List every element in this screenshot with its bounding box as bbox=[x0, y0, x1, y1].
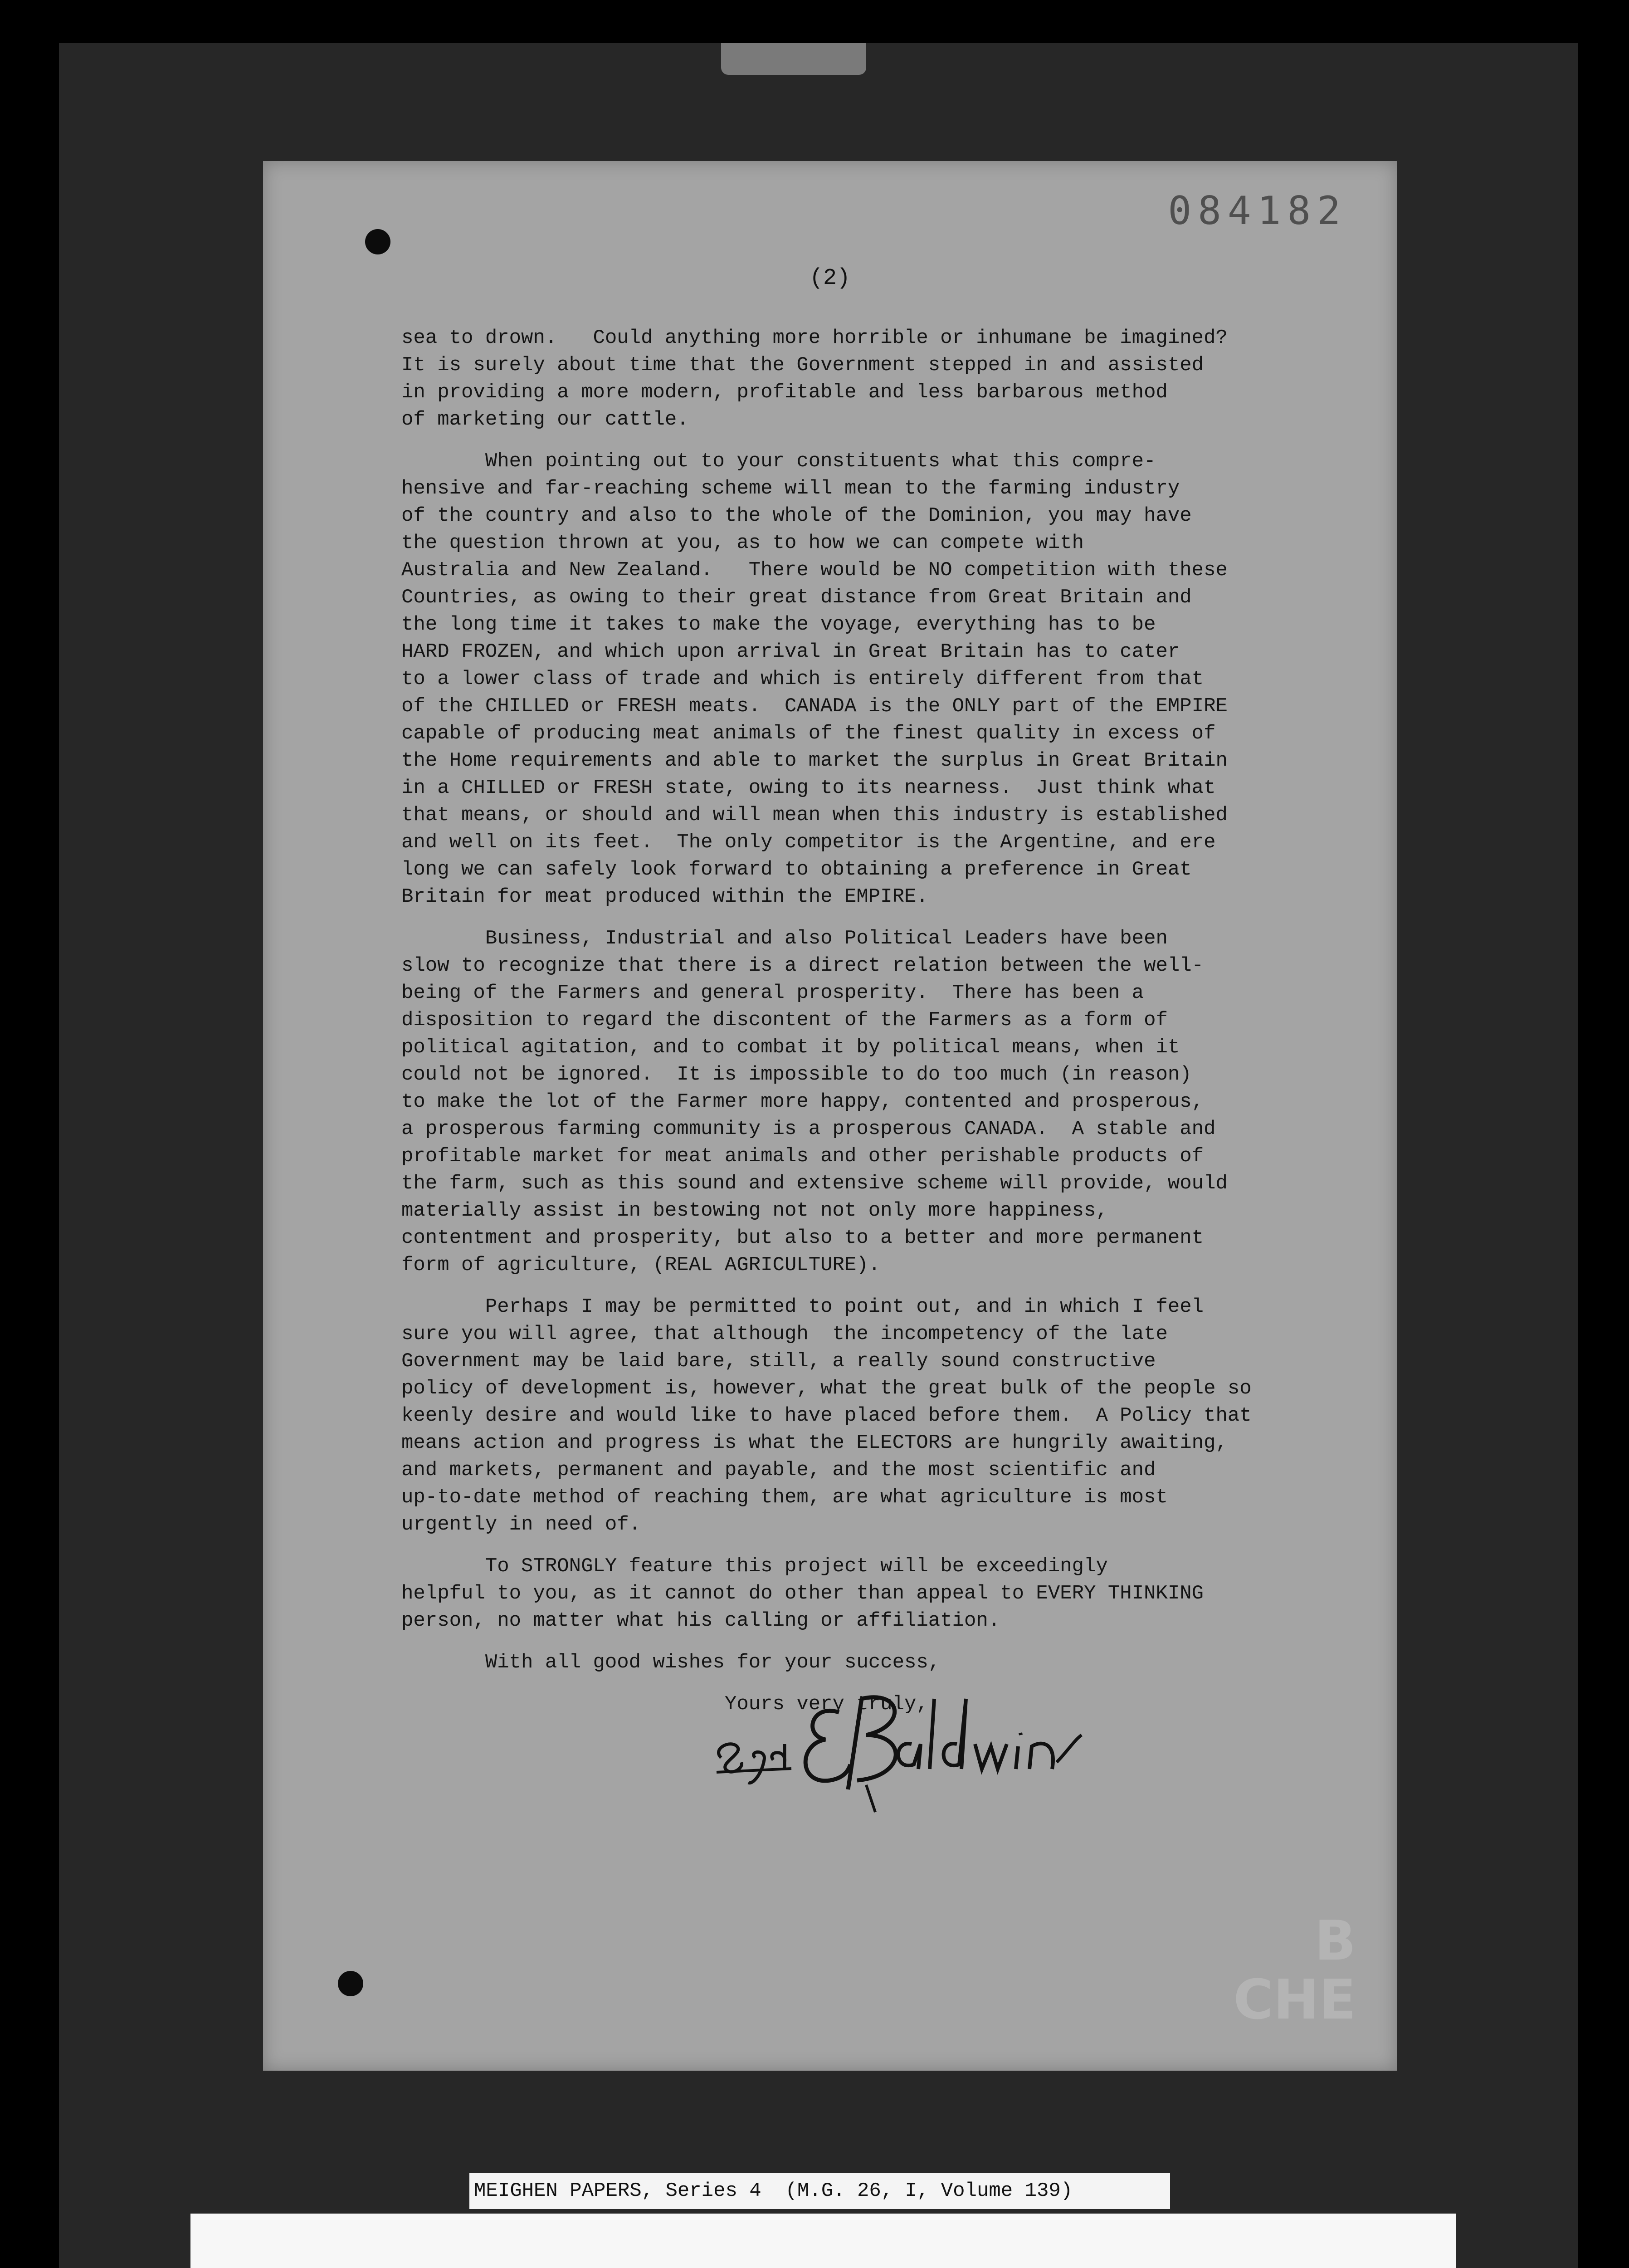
letter-line: Countries, as owing to their great distance from Great Britain and bbox=[401, 586, 1192, 609]
letter-line: form of agriculture, (REAL AGRICULTURE). bbox=[401, 1254, 881, 1276]
punch-hole-bottom bbox=[338, 1971, 363, 1996]
letter-line: Britain for meat produced within the EMPIRE. bbox=[401, 885, 928, 908]
letter-line: helpful to you, as it cannot do other than appeal to EVERY THINKING bbox=[401, 1582, 1204, 1605]
letter-line: and markets, permanent and payable, and the most scientific and bbox=[401, 1459, 1156, 1481]
letter-line: of the CHILLED or FRESH meats. CANADA is the ONLY part of the EMPIRE bbox=[401, 695, 1228, 718]
letter-line: keenly desire and would like to have placed before them. A Policy that bbox=[401, 1404, 1252, 1427]
letter-line: to a lower class of trade and which is entirely different from that bbox=[401, 668, 1204, 690]
paragraph-gap bbox=[401, 1634, 1376, 1649]
reference-strip: MEIGHEN PAPERS, Series 4 (M.G. 26, I, Volume 139) bbox=[469, 2173, 1170, 2209]
archives-label-card bbox=[190, 2214, 1456, 2268]
letter-line: the question thrown at you, as to how we can compete with bbox=[401, 532, 1084, 554]
paragraph-gap bbox=[401, 433, 1376, 448]
letter-line: of the country and also to the whole of the Dominion, you may have bbox=[401, 504, 1192, 527]
letter-line: in a CHILLED or FRESH state, owing to its nearness. Just think what bbox=[401, 777, 1216, 799]
letter-line: Australia and New Zealand. There would be NO competition with these bbox=[401, 559, 1228, 582]
letter-line: Perhaps I may be permitted to point out, and in which I feel bbox=[401, 1295, 1204, 1318]
letter-line: sea to drown. Could anything more horrible or inhumane be imagined? bbox=[401, 327, 1228, 349]
letter-line: means action and progress is what the ELECTORS are hungrily awaiting, bbox=[401, 1432, 1228, 1454]
letter-line: sure you will agree, that although the incompetency of the late bbox=[401, 1323, 1168, 1345]
letter-line: political agitation, and to combat it by political means, when it bbox=[401, 1036, 1180, 1059]
letter-line: could not be ignored. It is impossible to do too much (in reason) bbox=[401, 1063, 1192, 1086]
letter-line: Yours very truly, bbox=[401, 1693, 928, 1716]
letter-line: It is surely about time that the Government stepped in and assisted bbox=[401, 354, 1204, 376]
letter-line: a prosperous farming community is a prosperous CANADA. A stable and bbox=[401, 1118, 1216, 1140]
letter-line: disposition to regard the discontent of the Farmers as a form of bbox=[401, 1009, 1168, 1031]
letter-line: To STRONGLY feature this project will be exceedingly bbox=[401, 1555, 1108, 1578]
letter-line: to make the lot of the Farmer more happy, contented and prosperous, bbox=[401, 1090, 1204, 1113]
letter-line: When pointing out to your constituents what this compre- bbox=[401, 450, 1156, 473]
letter-line: policy of development is, however, what the great bulk of the people so bbox=[401, 1377, 1252, 1400]
signature-image bbox=[712, 1672, 1084, 1817]
letter-line: hensive and far-reaching scheme will mean to the farming industry bbox=[401, 477, 1180, 500]
letter-line: the Home requirements and able to market the surplus in Great Britain bbox=[401, 749, 1228, 772]
letter-line: With all good wishes for your success, bbox=[401, 1651, 941, 1674]
letter-page bbox=[263, 161, 1397, 2071]
punch-hole-top bbox=[365, 229, 390, 254]
paragraph-gap bbox=[401, 910, 1376, 925]
page-number: (2) bbox=[809, 265, 850, 291]
letter-line: capable of producing meat animals of the finest quality in excess of bbox=[401, 722, 1216, 745]
letter-line: the long time it takes to make the voyage, everything has to be bbox=[401, 613, 1156, 636]
letter-line: in providing a more modern, profitable and less barbarous method bbox=[401, 381, 1168, 404]
letter-line: long we can safely look forward to obtaining a preference in Great bbox=[401, 858, 1192, 881]
paper-clip bbox=[721, 43, 866, 75]
letter-line: Government may be laid bare, still, a really sound constructive bbox=[401, 1350, 1156, 1373]
letter-line: urgently in need of. bbox=[401, 1513, 641, 1536]
letter-line: the farm, such as this sound and extensive scheme will provide, would bbox=[401, 1172, 1228, 1195]
letter-line: person, no matter what his calling or affiliation. bbox=[401, 1609, 1000, 1632]
watermark: B CHE bbox=[1233, 1910, 1356, 2032]
document-number: 084182 bbox=[1168, 188, 1347, 234]
letter-line: slow to recognize that there is a direct relation between the well- bbox=[401, 954, 1204, 977]
letter-body bbox=[401, 324, 1376, 1718]
letter-line: that means, or should and will mean when this industry is established bbox=[401, 804, 1228, 826]
letter-line: contentment and prosperity, but also to a better and more permanent bbox=[401, 1227, 1204, 1249]
letter-line: materially assist in bestowing not not only more happiness, bbox=[401, 1199, 1108, 1222]
paragraph-gap bbox=[401, 1279, 1376, 1293]
letter-line: of marketing our cattle. bbox=[401, 408, 689, 431]
letter-line: up-to-date method of reaching them, are what agriculture is most bbox=[401, 1486, 1168, 1509]
letter-line: profitable market for meat animals and other perishable products of bbox=[401, 1145, 1204, 1168]
letter-line: being of the Farmers and general prosperity. There has been a bbox=[401, 982, 1144, 1004]
letter-line: Business, Industrial and also Political Leaders have been bbox=[401, 927, 1168, 950]
paragraph-gap bbox=[401, 1538, 1376, 1553]
letter-line: and well on its feet. The only competitor is the Argentine, and ere bbox=[401, 831, 1216, 854]
letter-line: HARD FROZEN, and which upon arrival in Great Britain has to cater bbox=[401, 640, 1180, 663]
